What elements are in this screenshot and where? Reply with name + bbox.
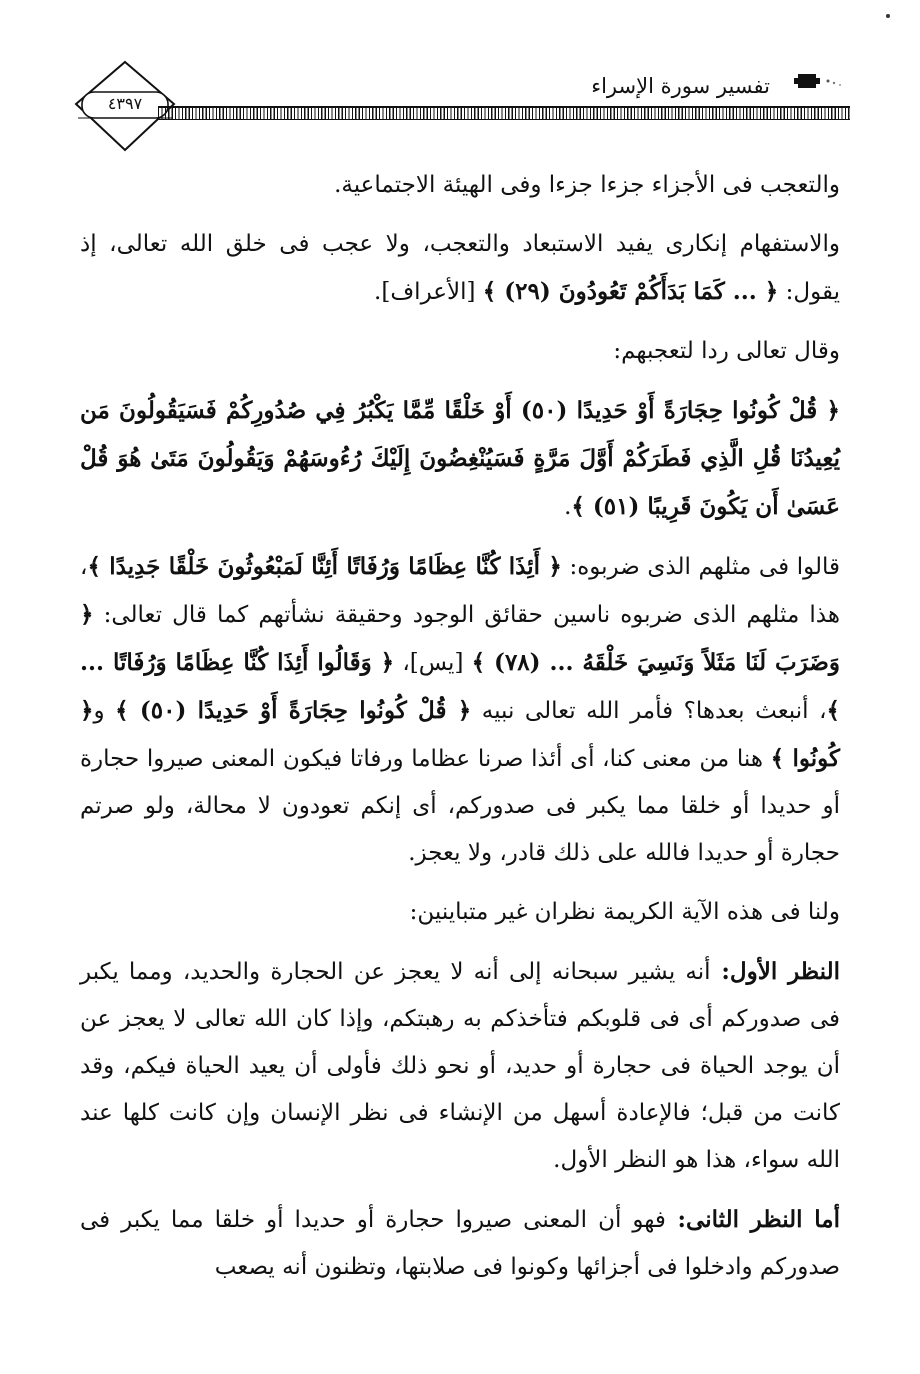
ornament-icon [780,70,850,92]
body-text [80,162,840,1303]
quran-verse: ﴿ وَقَالُوا أَئِذَا كُنَّا عِظَامًا وَرُفَاتًا ... ﴾ [80,649,841,724]
paragraph [80,543,840,877]
text-run: [يس]، [394,650,472,676]
header-rule [158,106,850,120]
text-run: وقال تعالى ردا لتعجبهم: [613,338,840,364]
quran-verse: ﴿ ... كَمَا بَدَأَكُمْ تَعُودُونَ (٢٩) ﴾ [482,278,779,305]
paragraph [80,387,840,531]
paragraph [80,328,840,375]
quran-verse: ﴿ وَضَرَبَ لَنَا مَثَلاً وَنَسِيَ خَلْقَهُ ... (٧٨) ﴾ [80,601,840,676]
page-header [70,58,850,158]
page-number: ٤٣٩٧ [107,94,143,113]
paragraph [80,221,840,316]
text-run: فهو أن المعنى صيروا حجارة أو حديدا أو خلقا مما يكبر فى صدوركم وادخلوا فى أجزائها وكونوا فى صلابتها، وتظنون أنه يصعب [80,1207,840,1280]
scan-speck [886,14,890,18]
text-run: ولنا فى هذه الآية الكريمة نظران غير متباينين: [409,899,840,925]
paragraph [80,1196,840,1291]
quran-verse: ﴿ كُونُوا ﴾ [80,697,840,772]
text-run: أنه يشير سبحانه إلى أنه لا يعجز عن الحجارة والحديد، ومما يكبر فى صدوركم أى فى قلوبكم فتأخذكم به رهبتكم، وإذا كان الله تعالى لا يعجز عن أن يوجد الحياة فى حجارة أو حديد، أو نحو ذلك فأولى أن يعيد الحياة فيكم، وقد كانت من قبل؛ فالإعادة أسهل من الإنشاء فى نظر الإنسان وإن كانت كلها عند الله سواء، هذا هو النظر الأول. [80,959,840,1173]
text-run: ، هذا مثلهم الذى ضربوه ناسين حقائق الوجود وحقيقة نشأتهم كما قال تعالى: [80,554,840,628]
text-run: . [564,494,572,520]
text-run: ، أنبعث بعدها؟ فأمر الله تعالى نبيه [471,698,827,724]
paragraph [80,162,840,209]
running-title: تفسير سورة الإسراء [591,74,770,98]
text-run: [الأعراف]. [374,279,483,305]
quran-verse: ﴿ قُلْ كُونُوا حِجَارَةً أَوْ حَدِيدًا (٥٠) أَوْ خَلْقًا مِّمَّا يَكْبُرُ فِي صُدُورِكُمْ فَسَيَقُولُونَ مَن يُعِيدُنَا قُلِ الَّذِي فَطَرَكُمْ أَوَّلَ مَرَّةٍ فَسَيُنْغِضُونَ إِلَيْكَ رُءُوسَهُمْ وَيَقُولُونَ مَتَىٰ هُوَ قُلْ عَسَىٰ أَن يَكُونَ قَرِيبًا (٥١) ﴾ [80,397,840,520]
quran-verse: ﴿ قُلْ كُونُوا حِجَارَةً أَوْ حَدِيدًا (٥٠) ﴾ [115,697,472,724]
section-heading: النظر الأول: [710,958,840,985]
paragraph [80,889,840,936]
text-run: هنا من معنى كنا، أى أئذا صرنا عظاما ورفاتا فيكون المعنى صيروا حجارة أو حديدا أو خلقا مما يكبر فى صدوركم، أى إنكم تعودون لا محالة، ولو صرتم حجارة أو حديدا فالله على ذلك قادر، ولا يعجز. [80,746,840,866]
quran-verse: ﴿ أَئِذَا كُنَّا عِظَامًا وَرُفَاتًا أَئِنَّا لَمَبْعُوثُونَ خَلْقًا جَدِيدًا ﴾ [87,553,562,580]
text-run: قالوا فى مثلهم الذى ضربوه: [561,554,840,580]
section-heading: أما النظر الثانى: [665,1206,840,1233]
text-run: والاستفهام إنكارى يفيد الاستبعاد والتعجب، ولا عجب فى خلق الله تعالى، إذ يقول: [80,231,840,305]
text-run: و [93,698,116,724]
text-run: والتعجب فى الأجزاء جزءا جزءا وفى الهيئة الاجتماعية. [334,172,840,198]
paragraph [80,948,840,1184]
